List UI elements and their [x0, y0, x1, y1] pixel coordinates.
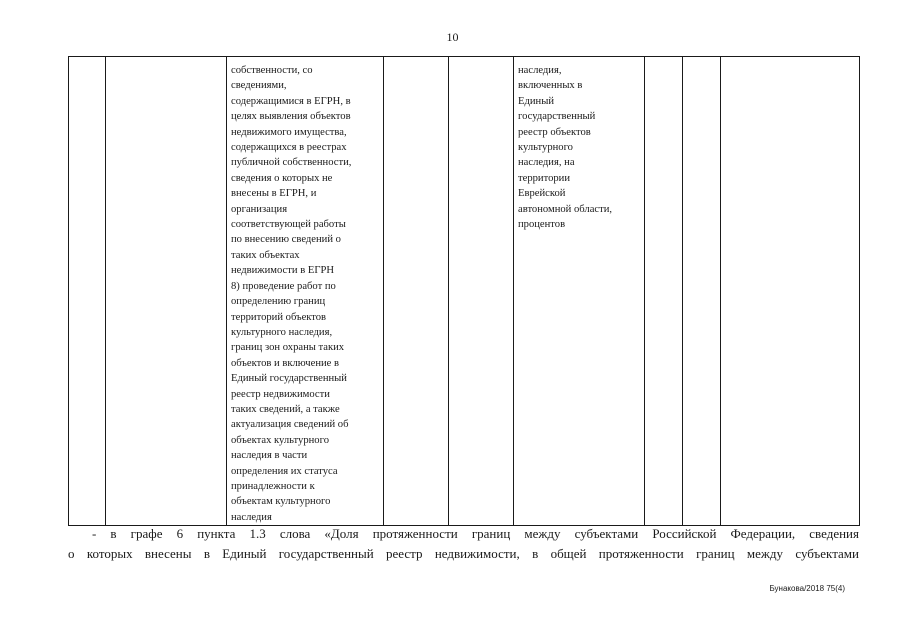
table-cell-4	[384, 57, 449, 526]
body-paragraph-1: - в графе 6 пункта 1.3 слова «Доля протяженности границ между субъектами Российской Федерации, сведения	[92, 526, 859, 541]
table-cell-7	[645, 57, 683, 526]
table-row	[69, 57, 860, 526]
table-cell-8	[683, 57, 721, 526]
document-table	[68, 56, 860, 526]
page-number: 10	[446, 30, 459, 44]
activities-text: собственности, со сведениями, содержащимися в ЕГРН, в целях выявления объектов недвижимого имущества, содержащихся в реестрах публичной собственности, сведения о которых не внесены в ЕГРН, и организация соответствующей работы по внесению сведений о таких объектах недвижимости в ЕГРН 8) проведение работ по определению границ территорий объектов культурного наследия, границ зон охраны таких объектов и включение в Единый государственный реестр недвижимости таких сведений, а также актуализация сведений об объектах культурного наследия в части определения их статуса принадлежности к объектам культурного наследия	[231, 65, 352, 523]
indicator-text: наследия, включенных в Единый государственный реестр объектов культурного наследия, на территории Еврейской автономной области, процентов	[518, 65, 613, 231]
table-cell-9	[721, 57, 860, 526]
table-cell-2	[106, 57, 227, 526]
table-cell-indicator	[514, 57, 645, 526]
body-paragraph-2: о которых внесены в Единый государственный реестр недвижимости, в общей протяженности границ между субъектами	[68, 546, 859, 561]
table-cell-activities	[227, 57, 384, 526]
table-cell-5	[449, 57, 514, 526]
footer-document-code: Бунакова/2018 75(4)	[769, 584, 845, 593]
table-cell-1	[69, 57, 106, 526]
